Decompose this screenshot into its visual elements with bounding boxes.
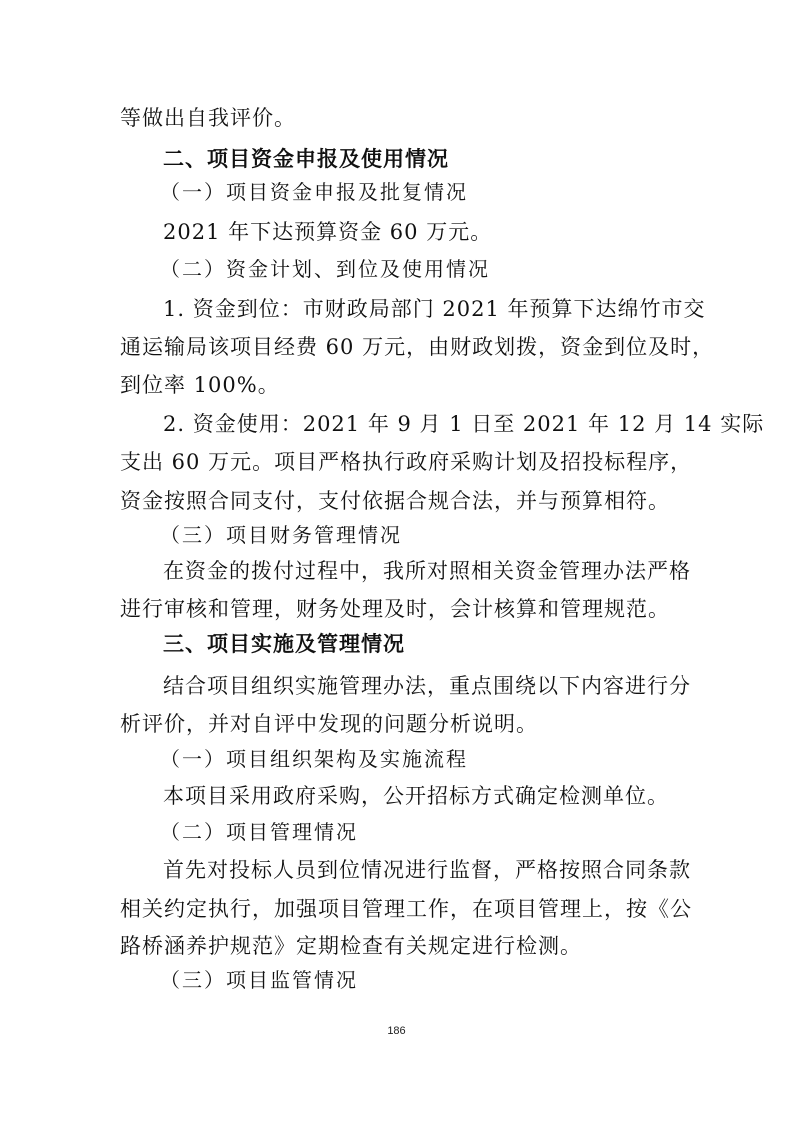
subsection-heading: （二）项目管理情况 [160,820,358,844]
paragraph-line: 2. 资金使用：2021 年 9 月 1 日至 2021 年 12 月 14 实际 [163,412,765,436]
paragraph-line: 结合项目组织实施管理办法，重点围绕以下内容进行分 [163,674,691,698]
paragraph-line: 2021 年下达预算资金 60 万元。 [163,220,493,244]
paragraph-line: 析评价，并对自评中发现的问题分析说明。 [120,712,538,736]
paragraph-line: 等做出自我评价。 [120,106,296,130]
paragraph-line: 相关约定执行，加强项目管理工作，在项目管理上，按《公 [120,897,692,921]
subsection-heading: （一）项目资金申报及批复情况 [160,180,468,204]
paragraph-line: 首先对投标人员到位情况进行监督，严格按照合同条款 [163,858,691,882]
paragraph-line: 资金按照合同支付，支付依据合规合法，并与预算相符。 [120,489,670,513]
paragraph-line: 到位率 100%。 [120,373,280,397]
subsection-heading: （二）资金计划、到位及使用情况 [160,257,490,281]
section-heading: 三、项目实施及管理情况 [163,632,405,656]
paragraph-line: 进行审核和管理，财务处理及时，会计核算和管理规范。 [120,597,670,621]
subsection-heading: （一）项目组织架构及实施流程 [160,747,468,771]
paragraph-line: 路桥涵养护规范》定期检查有关规定进行检测。 [120,934,582,958]
paragraph-line: 在资金的拨付过程中，我所对照相关资金管理办法严格 [163,559,691,583]
subsection-heading: （三）项目监管情况 [160,968,358,992]
section-heading: 二、项目资金申报及使用情况 [163,147,449,171]
paragraph-line: 本项目采用政府采购，公开招标方式确定检测单位。 [163,784,669,808]
page-number: 186 [387,1025,406,1037]
paragraph-line: 1. 资金到位：市财政局部门 2021 年预算下达绵竹市交 [163,297,706,321]
subsection-heading: （三）项目财务管理情况 [160,523,402,547]
paragraph-line: 通运输局该项目经费 60 万元，由财政划拨，资金到位及时， [120,335,715,359]
paragraph-line: 支出 60 万元。项目严格执行政府采购计划及招投标程序， [120,450,693,474]
